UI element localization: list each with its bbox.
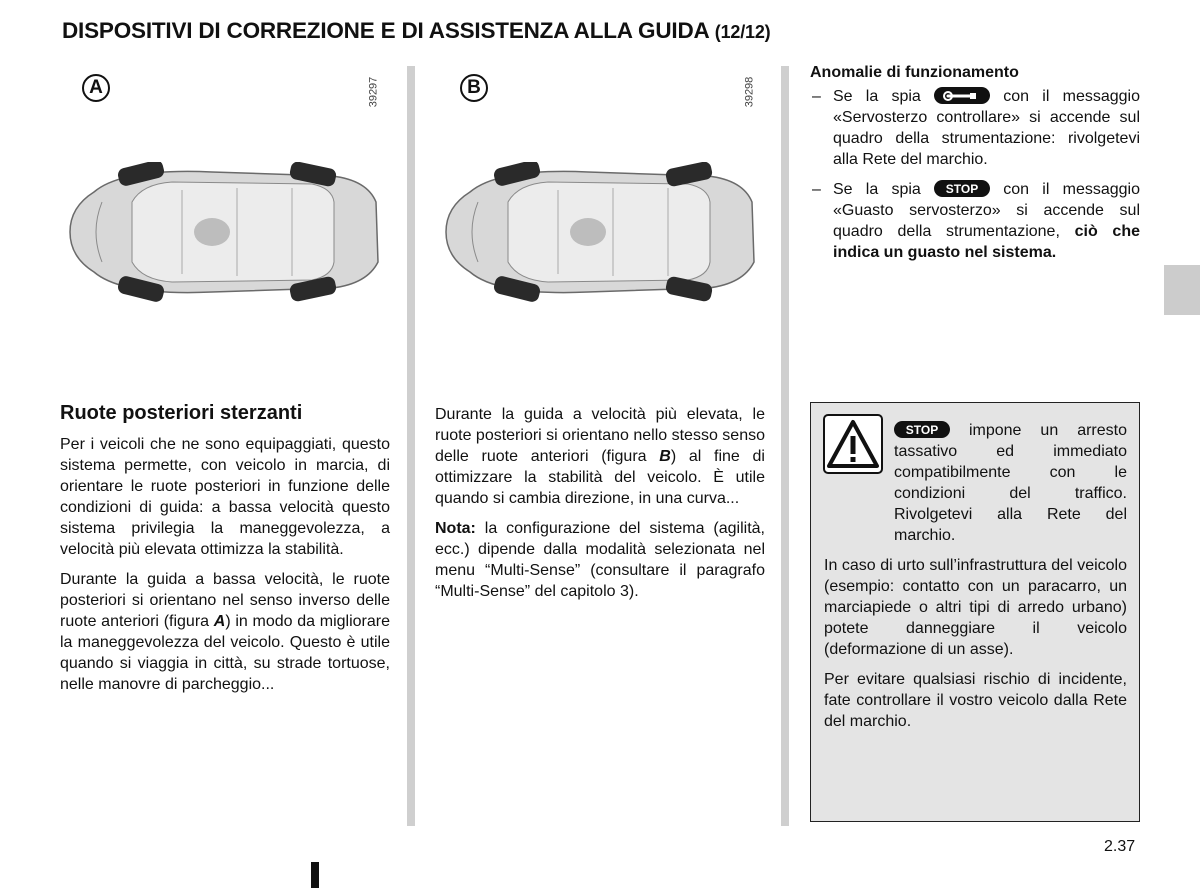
left-column-text [60, 434, 390, 704]
warning-paragraph-2: In caso di urto sull’infrastruttura del veicolo (esempio: contatto con un paracarro, un marciapiede o altri tipi di arredo urbano) potete danneggiare il veicolo (deformazione di un asse). [824, 557, 1127, 658]
warning-text [824, 420, 1127, 741]
malfunction-item-2-mid: con il messaggio «Guasto servosterzo» si accende sul quadro della strumentazione, [833, 181, 1140, 240]
malfunction-item-1-end: con il messaggio «Servosterzo controllare» si accende sul quadro della strumentazione: rivolgetevi alla Rete del marchio. [833, 88, 1140, 168]
figure-ref-a: A [213, 613, 226, 630]
page-title-text: DISPOSITIVI DI CORREZIONE E DI ASSISTENZA ALLA GUIDA [62, 18, 709, 43]
malfunction-item-1 [810, 86, 1140, 170]
warning-box [810, 402, 1140, 822]
car-illustration-b [438, 162, 758, 302]
car-illustration-a [62, 162, 382, 302]
left-paragraph-2-end: ) in modo da migliorare la maneggevolezza del veicolo. Questo è utile quando si viaggia in città, su strade tortuose, nelle manovre di parcheggio... [60, 613, 391, 693]
malfunction-list [810, 86, 1140, 272]
warning-stop-icon-text: STOP [905, 423, 939, 437]
malfunction-item-1-start: Se la spia [833, 88, 935, 105]
section-heading: Ruote posteriori sterzanti [60, 402, 303, 424]
crop-mark [311, 862, 319, 888]
malfunction-title: Anomalie di funzionamento [810, 64, 1019, 81]
middle-paragraph-1-start: Durante la guida a velocità più elevata, le ruote posteriori si orientano nello stesso senso delle ruote anteriori (figura [435, 406, 765, 465]
stop-icon-text: STOP [945, 182, 979, 196]
figure-ref-b: B [659, 448, 671, 465]
middle-paragraph-1 [435, 404, 765, 509]
page-number: 2.37 [1104, 838, 1136, 855]
chapter-tab [1164, 265, 1200, 315]
page-title [62, 18, 770, 44]
middle-note [435, 518, 765, 602]
bullet-dash: – [812, 181, 821, 198]
page-indicator: (12/12) [714, 22, 771, 42]
steering-warning-icon [934, 87, 990, 104]
stop-icon [894, 421, 950, 438]
figure-b-code: 39298 [743, 76, 756, 108]
left-paragraph-1: Per i veicoli che ne sono equipaggiati, questo sistema permette, con veicolo in marcia, di orientare le ruote posteriori in funzione delle condizioni di guida: a bassa velocità questo sistema privilegia la maneggevolezza, a velocità più elevata ottimizza la stabilità. [60, 436, 390, 558]
malfunction-item-2-start: Se la spia [833, 181, 935, 198]
stop-icon [934, 180, 990, 197]
middle-column-text [435, 404, 765, 611]
malfunction-item-2-bold: ciò che indica un guasto nel sistema. [833, 223, 1140, 261]
warning-paragraph-1 [894, 420, 1127, 546]
figure-a-label: A [82, 74, 110, 102]
figure-a-code: 39297 [367, 76, 380, 108]
figure-b-label: B [460, 74, 488, 102]
left-paragraph-2-start: Durante la guida a bassa velocità, le ruote posteriori si orientano nel senso inverso delle ruote anteriori (figura [60, 571, 390, 630]
column-divider-left [407, 66, 415, 826]
bullet-dash: – [812, 88, 821, 105]
note-label: Nota: [435, 520, 476, 537]
warning-paragraph-3: Per evitare qualsiasi rischio di incidente, fate controllare il vostro veicolo dalla Rete del marchio. [824, 671, 1127, 730]
left-paragraph-2 [60, 569, 390, 695]
note-text: la configurazione del sistema (agilità, ecc.) dipende dalla modalità selezionata nel menu “Multi-Sense” (consultare il paragrafo “Multi-Sense” del capitolo 3). [435, 520, 765, 600]
column-divider-right [781, 66, 789, 826]
warning-paragraph-1-text: impone un arresto tassativo ed immediato compatibilmente con le condizioni del traffico. Rivolgetevi alla Rete del marchio. [894, 422, 1127, 544]
malfunction-item-2 [810, 179, 1140, 263]
middle-paragraph-1-end: ) al fine di ottimizzare la stabilità del veicolo. È utile quando si cambia direzione, in una curva... [435, 448, 765, 507]
